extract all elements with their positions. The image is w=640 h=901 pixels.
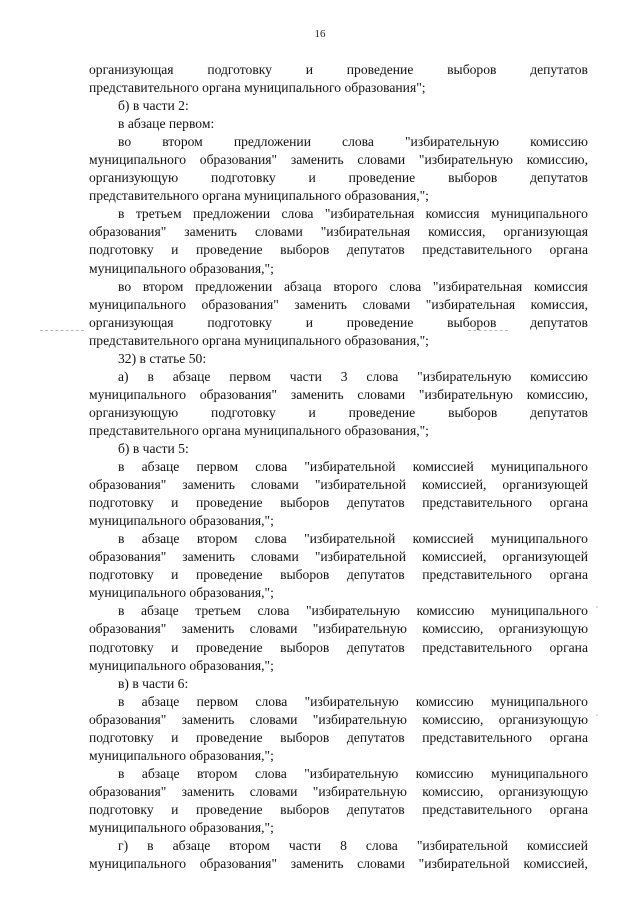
paragraph <box>89 97 588 115</box>
text-line: подготовку и проведение выборов депутатов представительного органа <box>89 567 588 583</box>
text-line: представительного органа муниципального образования,"; <box>89 188 429 204</box>
text-line: б) в части 5: <box>118 440 189 456</box>
text-line: муниципального образования,"; <box>89 747 274 763</box>
text-line: муниципального образования" заменить словами "избирательную комиссию, <box>89 152 588 168</box>
text-line: подготовку и проведение выборов депутатов представительного органа <box>89 801 588 817</box>
page-number: 16 <box>314 28 326 40</box>
text-line: в абзаце третьем слова "избирательную комиссию муниципального <box>118 603 588 619</box>
text-line: муниципального образования,"; <box>89 585 274 601</box>
text-line: образования" заменить словами "избирательную комиссию, организующую <box>89 711 588 727</box>
text-line: во втором предложении абзаца второго слова "избирательная комиссия <box>118 278 588 294</box>
text-line: представительного органа муниципального образования"; <box>89 80 426 96</box>
text-line: в абзаце первом слова "избирательную комиссию муниципального <box>118 693 588 709</box>
text-line: образования" заменить словами "избирательной комиссией, организующей <box>89 477 588 493</box>
paragraph <box>89 368 588 440</box>
scan-artifact <box>40 330 84 332</box>
paragraph <box>89 61 588 97</box>
text-line: представительного органа муниципального образования,"; <box>89 422 429 438</box>
text-line: подготовку и проведение выборов депутатов представительного органа <box>89 495 588 511</box>
paragraph <box>89 693 588 765</box>
text-line: в абзаце втором слова "избирательной комиссией муниципального <box>118 531 588 547</box>
paragraph <box>89 205 588 277</box>
text-line: организующая подготовку и проведение выборов депутатов <box>89 62 588 77</box>
text-line: муниципального образования" заменить словами "избирательной комиссией, <box>89 856 588 872</box>
text-line: г) в абзаце втором части 8 слова "избирательной комиссией <box>118 838 588 854</box>
text-line: подготовку и проведение выборов депутатов представительного органа <box>89 242 588 258</box>
text-line: образования" заменить словами "избирательную комиссию, организующую <box>89 621 588 637</box>
text-line: организующую подготовку и проведение выборов депутатов <box>89 170 588 186</box>
text-line: в абзаце первом: <box>118 116 215 132</box>
paragraph <box>89 530 588 602</box>
text-line: образования" заменить словами "избирательная комиссия, организующая <box>89 224 588 240</box>
text-line: муниципального образования,"; <box>89 513 274 529</box>
text-line: муниципального образования,"; <box>89 260 274 276</box>
paragraph <box>89 837 588 873</box>
scan-artifact <box>468 330 508 332</box>
paragraph <box>89 675 588 693</box>
paragraph <box>89 440 588 458</box>
paragraph <box>89 115 588 133</box>
document-body <box>89 61 588 873</box>
text-line: в третьем предложении слова "избирательная комиссия муниципального <box>118 206 588 222</box>
text-line: в) в части 6: <box>118 675 189 691</box>
paragraph <box>89 133 588 205</box>
text-line: образования" заменить словами "избирательной комиссией, организующей <box>89 549 588 565</box>
text-line: муниципального образования" заменить словами "избирательная комиссия, <box>89 296 588 312</box>
text-line: во втором предложении слова "избирательную комиссию <box>118 134 588 150</box>
text-line: в абзаце первом слова "избирательной комиссией муниципального <box>118 459 588 475</box>
paragraph <box>89 350 588 368</box>
text-line: организующую подготовку и проведение выборов депутатов <box>89 404 588 420</box>
text-line: в абзаце втором слова "избирательную комиссию муниципального <box>118 765 588 781</box>
text-line: муниципального образования" заменить словами "избирательную комиссию, <box>89 386 588 402</box>
text-line: б) в части 2: <box>118 98 189 114</box>
scan-artifact <box>596 714 598 716</box>
text-line: организующая подготовку и проведение выборов депутатов <box>89 314 588 330</box>
paragraph <box>89 458 588 530</box>
text-line: подготовку и проведение выборов депутатов представительного органа <box>89 729 588 745</box>
text-line: представительного органа муниципального образования,"; <box>89 332 429 348</box>
text-line: а) в абзаце первом части 3 слова "избирательную комиссию <box>118 368 588 384</box>
text-line: муниципального образования,"; <box>89 657 274 673</box>
scan-artifact <box>596 606 598 608</box>
text-line: муниципального образования,"; <box>89 819 274 835</box>
text-line: 32) в статье 50: <box>118 350 207 366</box>
paragraph <box>89 602 588 674</box>
paragraph <box>89 765 588 837</box>
paragraph <box>89 278 588 350</box>
text-line: подготовку и проведение выборов депутатов представительного органа <box>89 639 588 655</box>
text-line: образования" заменить словами "избирательную комиссию, организующую <box>89 783 588 799</box>
